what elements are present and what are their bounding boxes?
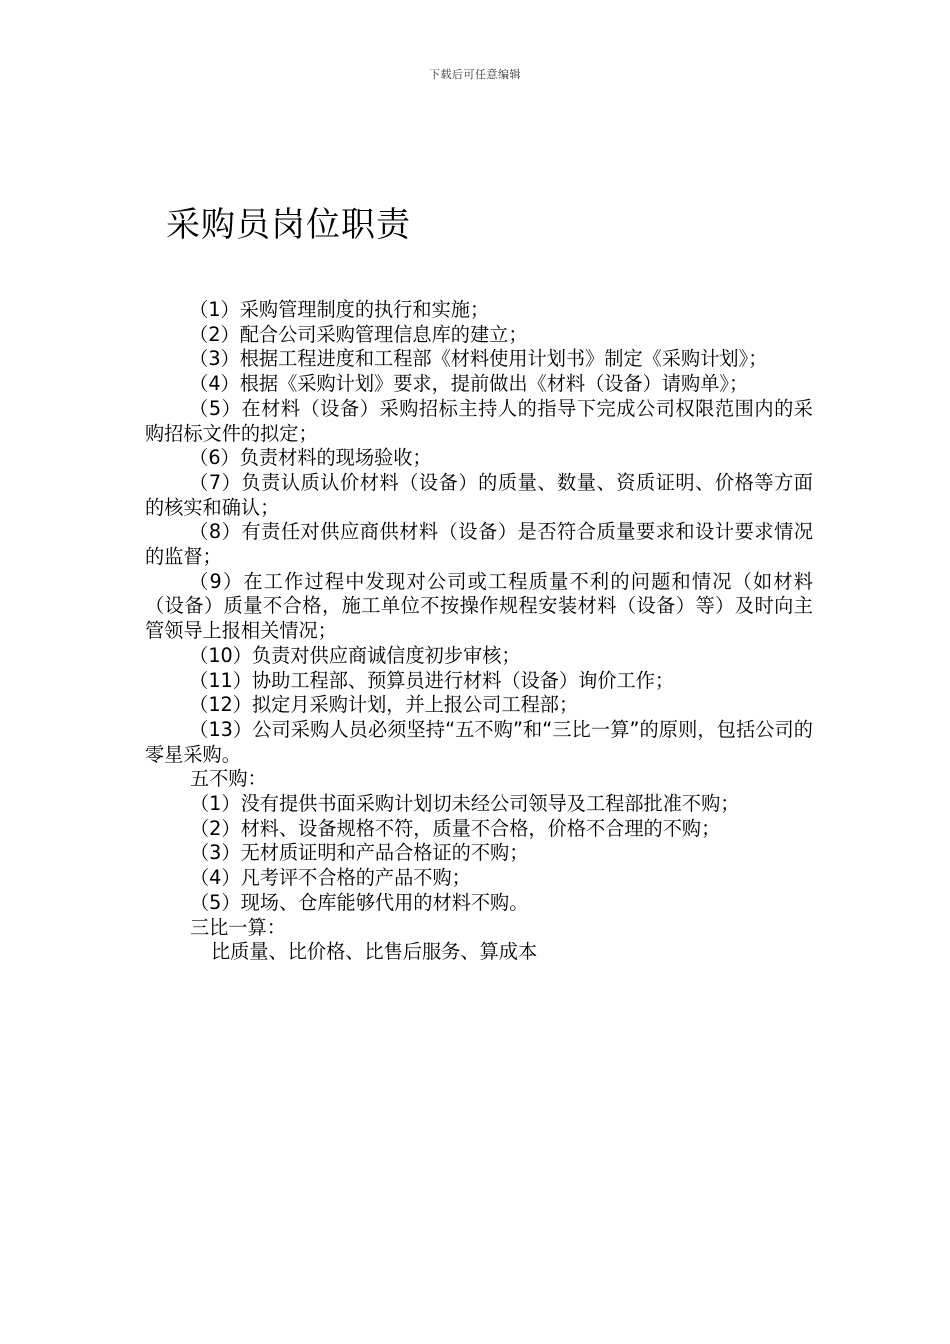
duty-item-5: （5）在材料（设备）采购招标主持人的指导下完成公司权限范围内的采购招标文件的拟定； xyxy=(145,396,813,445)
duty-item-11: （11）协助工程部、预算员进行材料（设备）询价工作； xyxy=(189,668,675,692)
duty-item-7: （7）负责认质认价材料（设备）的质量、数量、资质证明、价格等方面的核实和确认； xyxy=(145,470,813,519)
document-body xyxy=(145,298,813,965)
five-no-item-3: （3）无材质证明和产品合格证的不购； xyxy=(190,841,529,865)
duty-item-12: （12）拟定月采购计划，并上报公司工程部； xyxy=(189,693,579,717)
duty-item-6: （6）负责材料的现场验收； xyxy=(189,446,432,470)
duty-item-3: （3）根据工程进度和工程部《材料使用计划书》制定《采购计划》； xyxy=(189,347,768,371)
duty-item-1: （1）采购管理制度的执行和实施； xyxy=(189,298,490,321)
duty-item-10: （10）负责对供应商诚信度初步审核； xyxy=(189,643,521,667)
duty-item-13: （13）公司采购人员必须坚持“五不购”和“三比一算”的原则，包括公司的零星采购。 xyxy=(145,717,813,766)
header-note: 下载后可任意编辑 xyxy=(429,68,521,81)
five-no-item-4: （4）凡考评不合格的产品不购； xyxy=(190,866,471,890)
five-no-item-1: （1）没有提供书面采购计划切未经公司领导及工程部批准不购； xyxy=(190,792,740,816)
duty-item-9: （9）在工作过程中发现对公司或工程质量不利的问题和情况（如材料（设备）质量不合格，施工单位不按操作规程安装材料（设备）等）及时向主管领导上报相关情况； xyxy=(145,569,813,643)
three-one-text: 比质量、比价格、比售后服务、算成本 xyxy=(211,940,538,964)
document-title: 采购员岗位职责 xyxy=(166,205,411,245)
duty-item-2: （2）配合公司采购管理信息库的建立； xyxy=(189,322,528,346)
five-no-heading: 五不购： xyxy=(190,767,267,791)
duty-item-8: （8）有责任对供应商供材料（设备）是否符合质量要求和设计要求情况的监督； xyxy=(145,520,813,569)
five-no-item-5: （5）现场、仓库能够代用的材料不购。 xyxy=(190,890,529,914)
three-one-heading: 三比一算： xyxy=(190,915,286,939)
five-no-item-2: （2）材料、设备规格不符，质量不合格，价格不合理的不购； xyxy=(190,816,721,840)
duty-item-4: （4）根据《采购计划》要求，提前做出《材料（设备）请购单》； xyxy=(189,372,749,396)
